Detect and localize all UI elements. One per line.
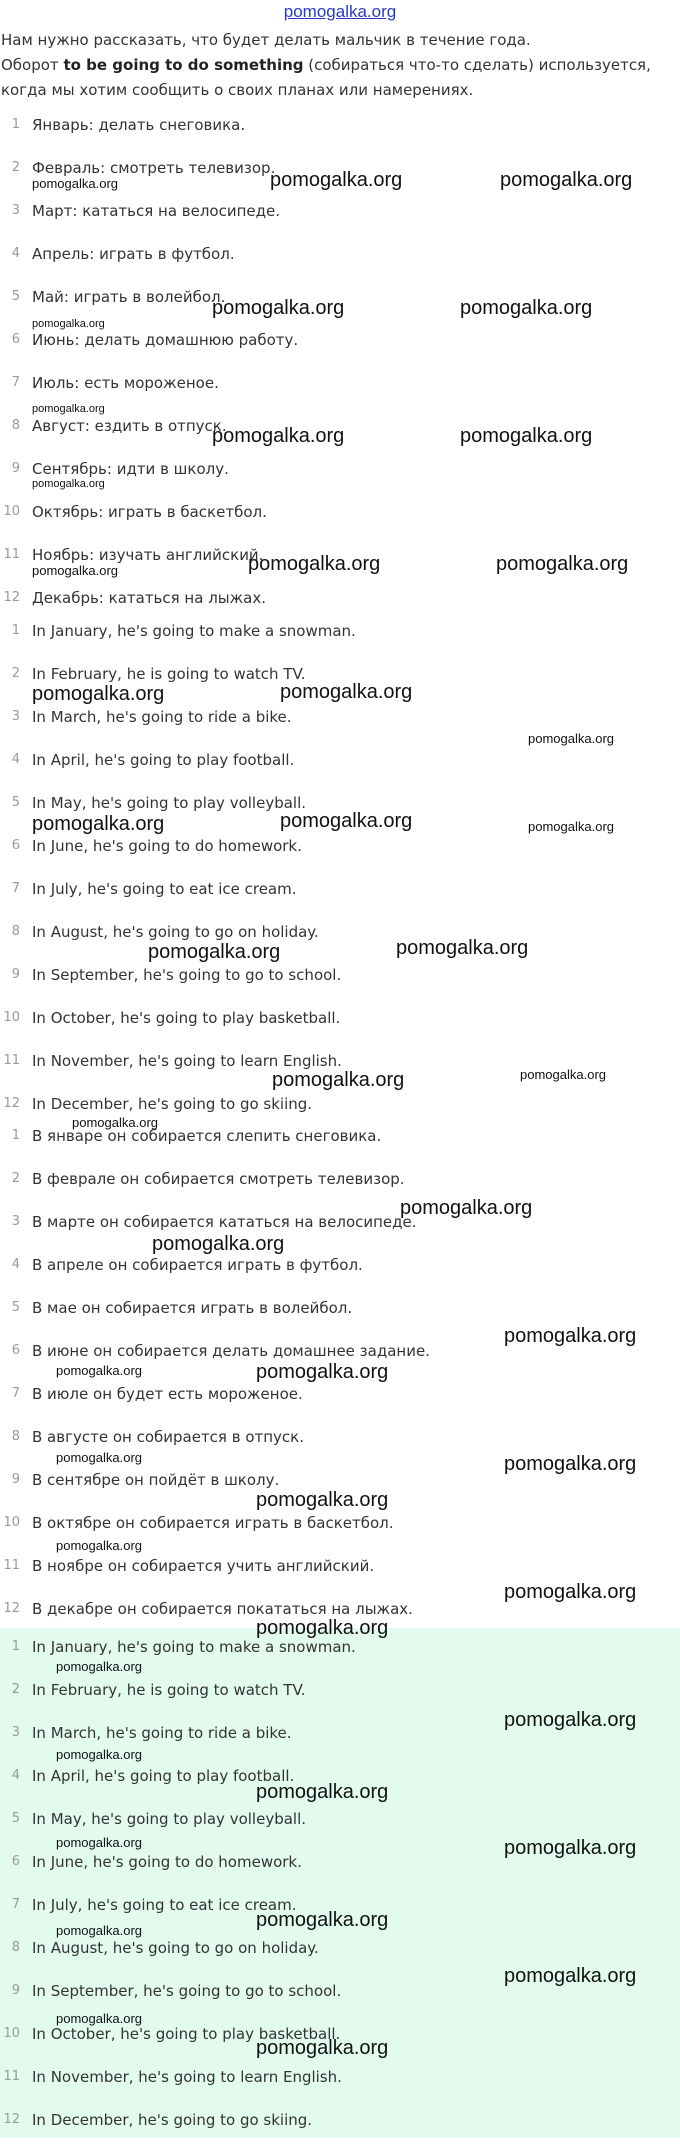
- item-number: 11: [3, 2069, 20, 2084]
- watermark: pomogalka.org: [56, 1363, 142, 1378]
- item-text: В декабре он собирается покататься на лыжах.: [32, 1600, 413, 1618]
- list-item: [0, 921, 680, 964]
- item-number: 12: [3, 1601, 20, 1616]
- watermark: pomogalka.org: [56, 1659, 142, 1674]
- list-item: [0, 329, 680, 372]
- watermark: pomogalka.org: [32, 813, 165, 835]
- item-text: Ноябрь: изучать английский.: [32, 546, 264, 564]
- watermark: pomogalka.org: [504, 1709, 637, 1731]
- watermark: pomogalka.org: [496, 553, 629, 575]
- item-number: 8: [11, 924, 20, 939]
- watermark: pomogalka.org: [272, 1069, 405, 1091]
- item-text: In September, he's going to go to school.: [32, 1982, 342, 2000]
- item-text: В июле он будет есть мороженое.: [32, 1385, 303, 1403]
- item-number: 7: [11, 375, 20, 390]
- item-text: Декабрь: кататься на лыжах.: [32, 589, 266, 607]
- item-number: 3: [11, 203, 20, 218]
- intro-line2-prefix: Оборот: [1, 56, 64, 74]
- watermark: pomogalka.org: [72, 1115, 158, 1130]
- list-item: [0, 2066, 680, 2109]
- watermark: pomogalka.org: [56, 1835, 142, 1850]
- watermark: pomogalka.org: [504, 1325, 637, 1347]
- watermark: pomogalka.org: [248, 553, 381, 575]
- item-text: Март: кататься на велосипеде.: [32, 202, 281, 220]
- intro-construction: to be going to do something: [63, 56, 304, 74]
- watermark: pomogalka.org: [32, 478, 105, 490]
- item-text: Октябрь: играть в баскетбол.: [32, 503, 267, 521]
- list-item: [0, 1007, 680, 1050]
- list-item: [0, 878, 680, 921]
- list-item: [0, 835, 680, 878]
- item-number: 9: [11, 1472, 20, 1487]
- item-text: Январь: делать снеговика.: [32, 116, 246, 134]
- item-number: 6: [11, 838, 20, 853]
- list-item: [0, 964, 680, 1007]
- watermark: pomogalka.org: [500, 169, 633, 191]
- item-text: В январе он собирается слепить снеговика.: [32, 1127, 382, 1145]
- item-text: В мае он собирается играть в волейбол.: [32, 1299, 353, 1317]
- item-number: 2: [11, 1171, 20, 1186]
- watermark: pomogalka.org: [212, 425, 345, 447]
- item-text: В феврале он собирается смотреть телевизор.: [32, 1170, 405, 1188]
- item-number: 1: [11, 1639, 20, 1654]
- watermark: pomogalka.org: [256, 1361, 389, 1383]
- item-text: In September, he's going to go to school.: [32, 966, 342, 984]
- list-item: [0, 243, 680, 286]
- item-number: 12: [3, 590, 20, 605]
- item-number: 6: [11, 332, 20, 347]
- watermark: pomogalka.org: [256, 1617, 389, 1639]
- item-number: 4: [11, 1768, 20, 1783]
- item-number: 4: [11, 1257, 20, 1272]
- watermark: pomogalka.org: [148, 941, 281, 963]
- item-text: Июнь: делать домашнюю работу.: [32, 331, 299, 349]
- item-text: Июль: есть мороженое.: [32, 374, 219, 392]
- watermark: pomogalka.org: [32, 683, 165, 705]
- intro-line1: Нам нужно рассказать, что будет делать мальчик в течение года.: [1, 31, 531, 49]
- header-site-link[interactable]: pomogalka.org: [283, 2, 397, 21]
- item-number: 10: [3, 1515, 20, 1530]
- list-item: [0, 1125, 680, 1168]
- item-text: Февраль: смотреть телевизор.: [32, 159, 276, 177]
- item-text: In May, he's going to play volleyball.: [32, 794, 307, 812]
- item-number: 9: [11, 1983, 20, 1998]
- item-text: In December, he's going to go skiing.: [32, 2111, 313, 2129]
- item-number: 6: [11, 1854, 20, 1869]
- item-number: 4: [11, 752, 20, 767]
- watermark: pomogalka.org: [504, 1453, 637, 1475]
- watermark: pomogalka.org: [212, 297, 345, 319]
- item-text: Май: играть в волейбол.: [32, 288, 226, 306]
- item-number: 11: [3, 1558, 20, 1573]
- watermark: pomogalka.org: [504, 1581, 637, 1603]
- item-text: In October, he's going to play basketball.: [32, 1009, 341, 1027]
- watermark: pomogalka.org: [32, 176, 118, 191]
- watermark: pomogalka.org: [280, 681, 413, 703]
- watermark: pomogalka.org: [56, 2011, 142, 2026]
- intro-line2-suffix: (собираться что-то сделать) используется, когда мы хотим сообщить о своих планах или намерениях.: [1, 56, 651, 99]
- item-number: 1: [11, 117, 20, 132]
- item-number: 9: [11, 967, 20, 982]
- list-item: [0, 620, 680, 663]
- item-text: In August, he's going to go on holiday.: [32, 923, 319, 941]
- watermark: pomogalka.org: [256, 1781, 389, 1803]
- watermark: pomogalka.org: [256, 1909, 389, 1931]
- list-item: [0, 749, 680, 792]
- item-number: 2: [11, 666, 20, 681]
- watermark: pomogalka.org: [528, 819, 614, 834]
- item-text: In June, he's going to do homework.: [32, 837, 302, 855]
- watermark: pomogalka.org: [460, 425, 593, 447]
- watermark: pomogalka.org: [32, 563, 118, 578]
- item-text: Сентябрь: идти в школу.: [32, 460, 229, 478]
- item-text: В апреле он собирается играть в футбол.: [32, 1256, 363, 1274]
- item-text: In July, he's going to eat ice cream.: [32, 1896, 297, 1914]
- item-number: 11: [3, 1053, 20, 1068]
- watermark: pomogalka.org: [460, 297, 593, 319]
- item-number: 7: [11, 881, 20, 896]
- item-number: 3: [11, 1725, 20, 1740]
- item-text: Апрель: играть в футбол.: [32, 245, 235, 263]
- item-number: 9: [11, 461, 20, 476]
- list-item: [0, 1254, 680, 1297]
- item-text: В июне он собирается делать домашнее задание.: [32, 1342, 430, 1360]
- list-item: [0, 114, 680, 157]
- item-number: 11: [3, 547, 20, 562]
- item-number: 7: [11, 1386, 20, 1401]
- item-number: 3: [11, 1214, 20, 1229]
- watermark: pomogalka.org: [528, 731, 614, 746]
- item-text: In December, he's going to go skiing.: [32, 1095, 313, 1113]
- watermark: pomogalka.org: [56, 1538, 142, 1553]
- watermark: pomogalka.org: [270, 169, 403, 191]
- watermark: pomogalka.org: [280, 810, 413, 832]
- item-text: In March, he's going to ride a bike.: [32, 708, 292, 726]
- item-text: В августе он собирается в отпуск.: [32, 1428, 305, 1446]
- item-number: 2: [11, 1682, 20, 1697]
- watermark: pomogalka.org: [152, 1233, 285, 1255]
- item-number: 8: [11, 1429, 20, 1444]
- item-text: In April, he's going to play football.: [32, 1767, 295, 1785]
- watermark: pomogalka.org: [400, 1197, 533, 1219]
- item-number: 3: [11, 709, 20, 724]
- item-text: In January, he's going to make a snowman.: [32, 1638, 356, 1656]
- item-number: 1: [11, 623, 20, 638]
- watermark: pomogalka.org: [56, 1923, 142, 1938]
- list-item: [0, 1211, 680, 1254]
- item-text: In April, he's going to play football.: [32, 751, 295, 769]
- item-text: In November, he's going to learn English.: [32, 1052, 342, 1070]
- item-number: 5: [11, 1811, 20, 1826]
- watermark: pomogalka.org: [32, 403, 105, 415]
- watermark: pomogalka.org: [256, 1489, 389, 1511]
- watermark: pomogalka.org: [520, 1067, 606, 1082]
- item-number: 5: [11, 1300, 20, 1315]
- item-text: В марте он собирается кататься на велосипеде.: [32, 1213, 417, 1231]
- item-number: 5: [11, 795, 20, 810]
- item-text: В сентябре он пойдёт в школу.: [32, 1471, 280, 1489]
- item-number: 10: [3, 2026, 20, 2041]
- item-number: 12: [3, 1096, 20, 1111]
- item-text: In January, he's going to make a snowman.: [32, 622, 356, 640]
- item-number: 8: [11, 418, 20, 433]
- item-number: 5: [11, 289, 20, 304]
- item-number: 2: [11, 160, 20, 175]
- watermark: pomogalka.org: [32, 318, 105, 330]
- intro-paragraph: [1, 28, 677, 103]
- list-item: [0, 2109, 680, 2152]
- item-number: 8: [11, 1940, 20, 1955]
- item-text: In June, he's going to do homework.: [32, 1853, 302, 1871]
- watermark: pomogalka.org: [504, 1837, 637, 1859]
- item-number: 10: [3, 1010, 20, 1025]
- list-item: [0, 1383, 680, 1426]
- item-text: В ноябре он собирается учить английский.: [32, 1557, 375, 1575]
- item-number: 4: [11, 246, 20, 261]
- item-text: In May, he's going to play volleyball.: [32, 1810, 307, 1828]
- watermark: pomogalka.org: [56, 1450, 142, 1465]
- item-text: In November, he's going to learn English.: [32, 2068, 342, 2086]
- list-item: [0, 1168, 680, 1211]
- list-item: [0, 501, 680, 544]
- item-number: 6: [11, 1343, 20, 1358]
- watermark: pomogalka.org: [504, 1965, 637, 1987]
- item-number: 10: [3, 504, 20, 519]
- item-text: In August, he's going to go on holiday.: [32, 1939, 319, 1957]
- item-text: In February, he is going to watch TV.: [32, 1681, 306, 1699]
- watermark: pomogalka.org: [256, 2037, 389, 2059]
- item-number: 12: [3, 2112, 20, 2127]
- list-item: [0, 200, 680, 243]
- item-text: In July, he's going to eat ice cream.: [32, 880, 297, 898]
- item-text: In March, he's going to ride a bike.: [32, 1724, 292, 1742]
- item-text: Август: ездить в отпуск.: [32, 417, 227, 435]
- item-text: В октябре он собирается играть в баскетбол.: [32, 1514, 394, 1532]
- watermark: pomogalka.org: [56, 1747, 142, 1762]
- watermark: pomogalka.org: [396, 937, 529, 959]
- item-text: In October, he's going to play basketball.: [32, 2025, 341, 2043]
- item-number: 1: [11, 1128, 20, 1143]
- item-number: 7: [11, 1897, 20, 1912]
- item-text: In February, he is going to watch TV.: [32, 665, 306, 683]
